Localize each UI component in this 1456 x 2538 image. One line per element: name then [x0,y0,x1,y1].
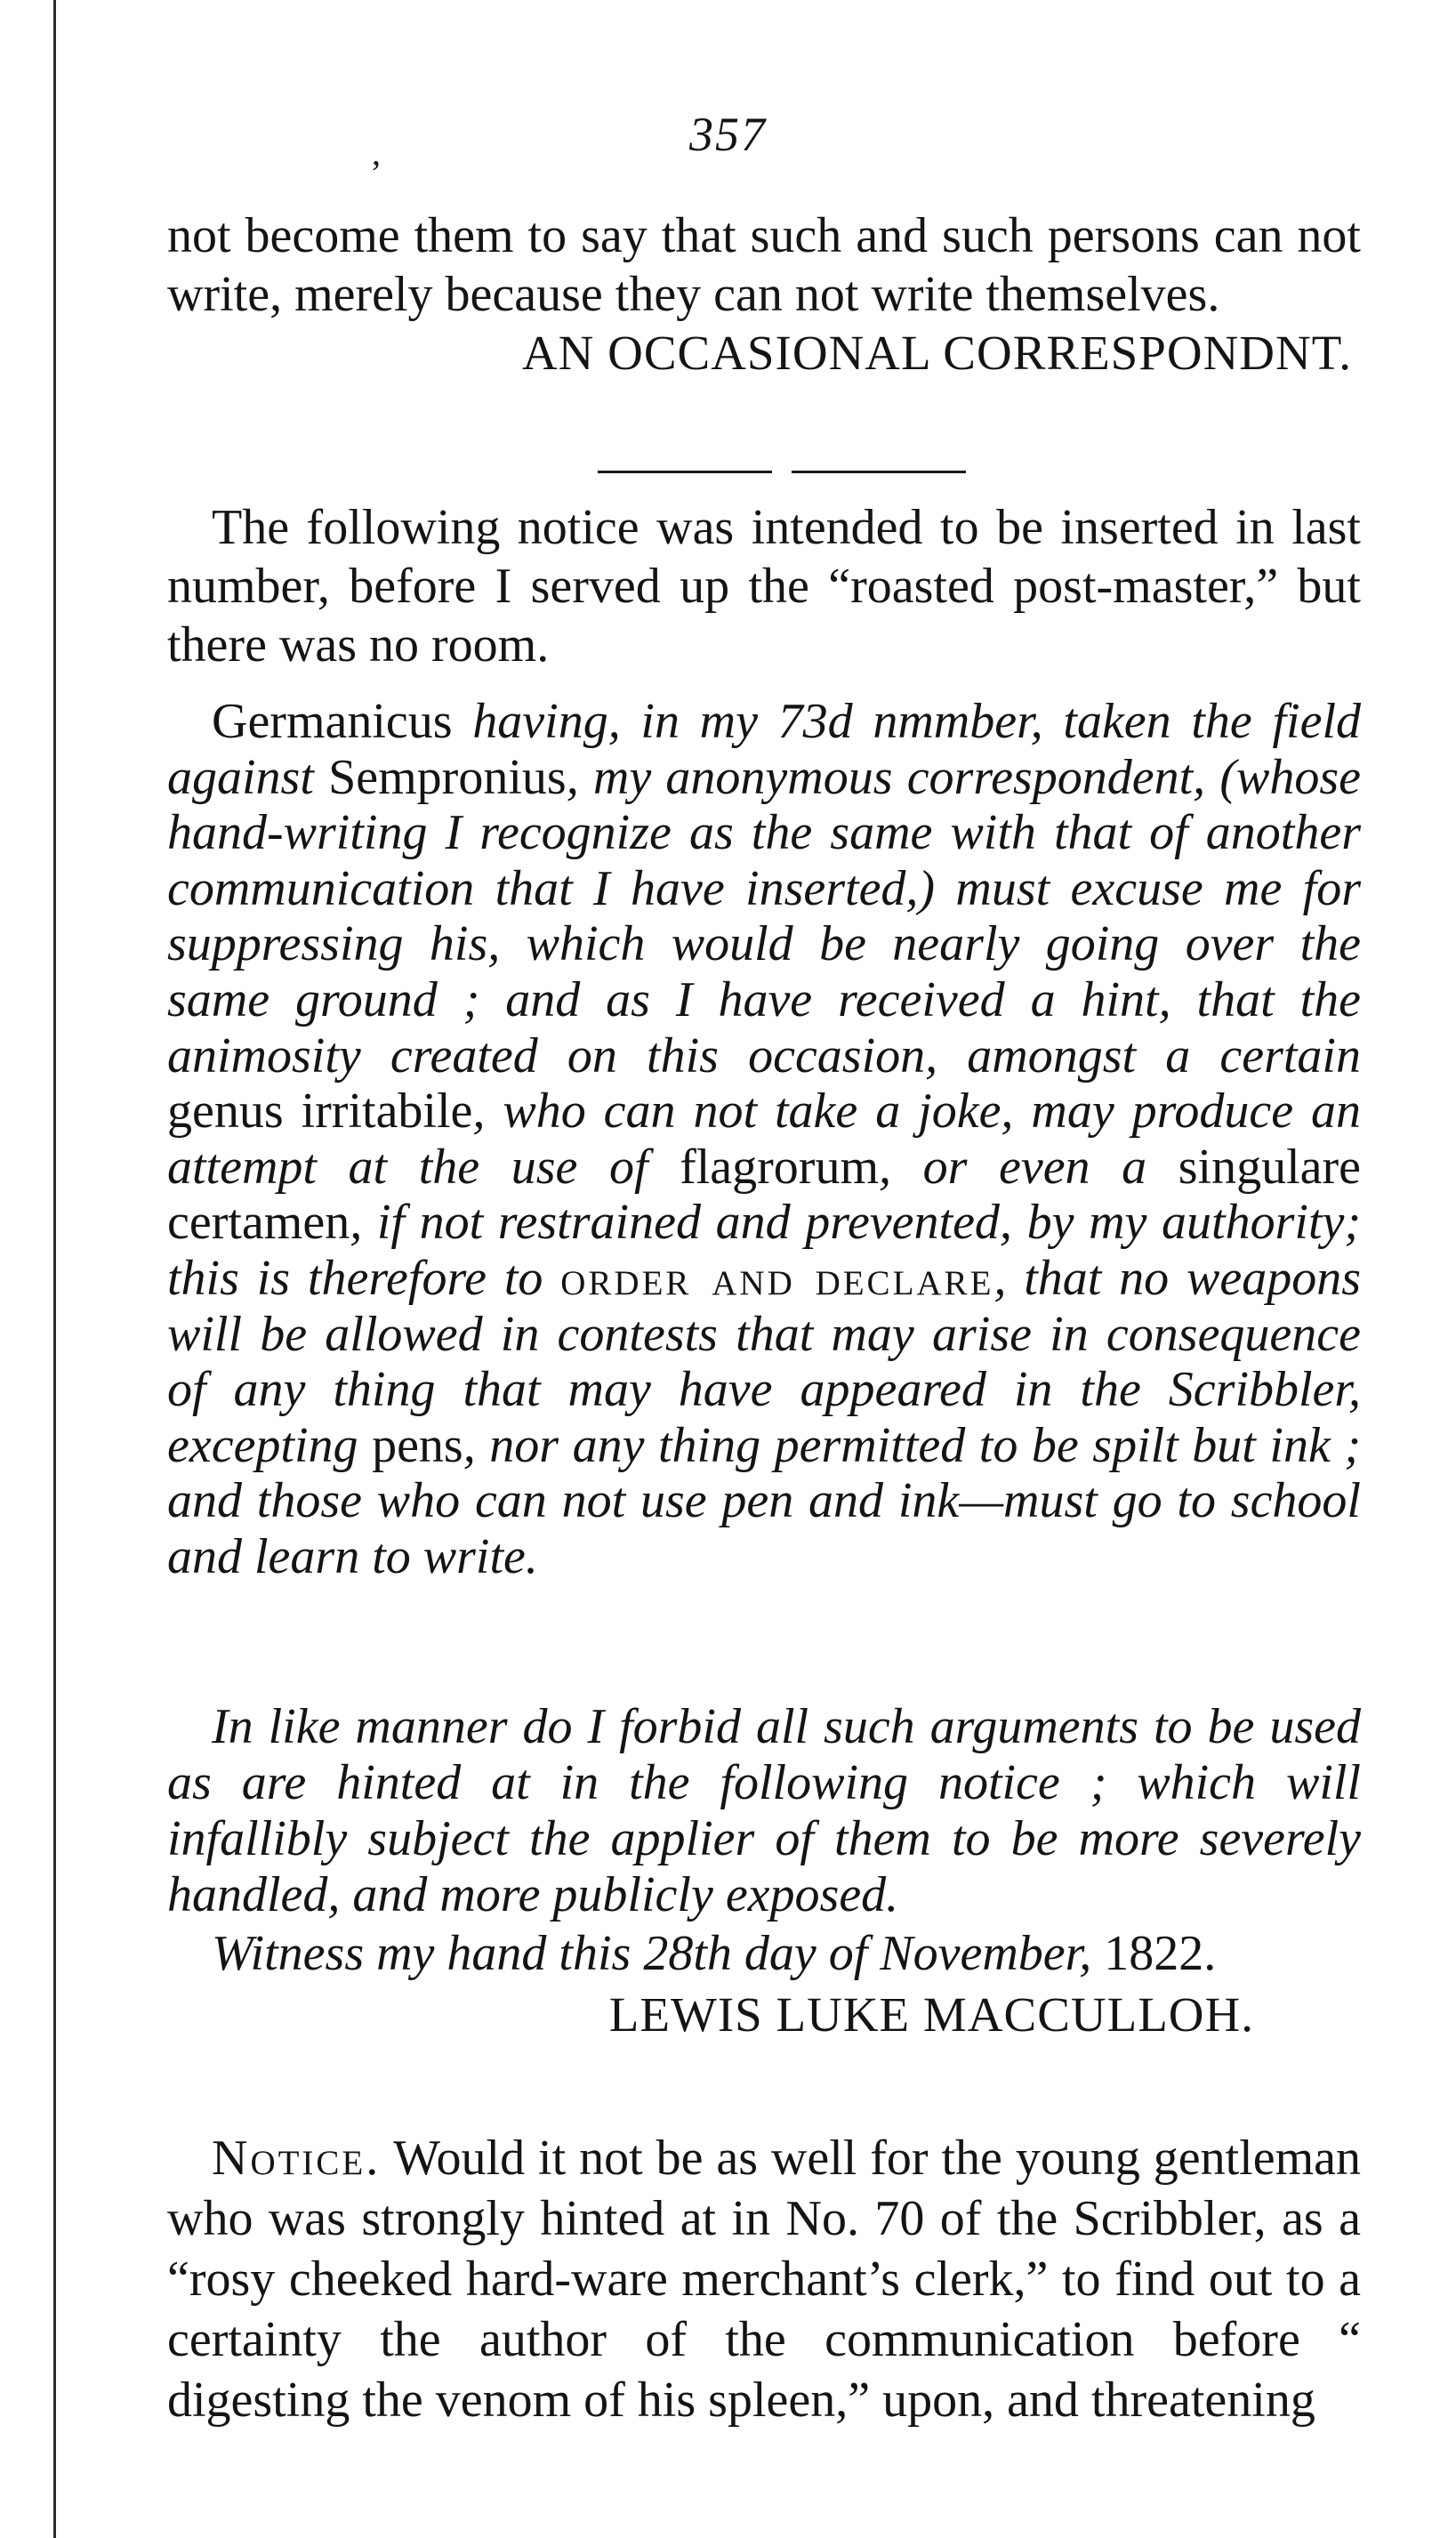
tick-mark: , [372,133,381,173]
germanicus-block [167,694,1361,1585]
forbid-block [167,1699,1361,1923]
notice-label: Notice. [212,2131,382,2186]
germanicus-paragraph [167,694,1361,1585]
section-rule-left [598,471,772,473]
germanicus-text-6: , that no weapons will be allowed in contests that may arise in consequence of any thing that may have appeared in the Scribbler, excepting [167,1250,1362,1473]
forbid-paragraph: In like manner do I forbid all such arguments to be used as are hinted at in the following notice ; which will infallibly subject the applier of them to be more severely handled, and more publicly exposed. [167,1699,1361,1922]
witness-block [167,1924,1361,1983]
germanicus-name: Germanicus [212,694,453,749]
continuation-paragraph: not become them to say that such and such persons can not write, merely because they can not write themselves. [167,208,1361,322]
order-and-declare: order and declare [560,1250,994,1306]
continuation-block [167,206,1361,383]
witness-year: 1822. [1104,1926,1217,1981]
notice-block [167,2128,1361,2430]
intro-paragraph: The following notice was intended to be inserted in last number, before I served up the “roasted post-master,” but there was no room. [167,500,1361,673]
witness-line [167,1924,1361,1983]
signature-block [167,1986,1361,2044]
signature-occasional-correspondent: AN OCCASIONAL CORRESPONDNT. [521,326,1352,380]
notice-paragraph [167,2128,1361,2430]
singulare-certamen: singulare certamen [167,1139,1362,1251]
page-number: 357 [689,108,767,161]
germanicus-text-4: , or even a [879,1139,1178,1195]
notice-text: Would it not be as well for the young gentleman who was strongly hinted at in No. 70 of the Scribbler, as a “rosy cheeked hard-ware merchant’s clerk,” to find out to a certainty the author of the communication before “ digesting the venom of his spleen,” upon, and threatening [167,2131,1361,2428]
witness-text: Witness my hand this 28th day of November, [212,1926,1105,1981]
section-rule-right [792,471,966,473]
intro-block [167,498,1361,674]
germanicus-text-7: , nor any thing permitted to be spilt but ink ; and those who can not use pen and ink—must go to school and learn to write. [167,1417,1361,1584]
binding-edge-line [53,0,56,2538]
germanicus-text-5: , if not restrained and prevented, by my authority; this is therefore to [167,1195,1361,1306]
germanicus-text-2: , my anonymous correspondent, (whose hand-writing I recognize as the same with that of another communication that I have inserted,) must excuse me for suppressing his, which would be nearly going over the same ground ; and as I have received a hint, that the animosity created on this occasion, amongst a certain [167,749,1361,1084]
signature-macculloh: LEWIS LUKE MACCULLOH. [608,1987,1254,2042]
germanicus-text-3: , who can not take a joke, may produce an attempt at the use of [167,1084,1361,1195]
flagrorum: flagrorum [680,1139,880,1195]
sempronius-name: Sempronius [328,749,567,805]
genus-irritabile: genus irritabile [167,1084,473,1140]
pens: pens [372,1417,463,1473]
germanicus-text-1: having, in my 73d nmmber, taken the field against [167,694,1361,805]
